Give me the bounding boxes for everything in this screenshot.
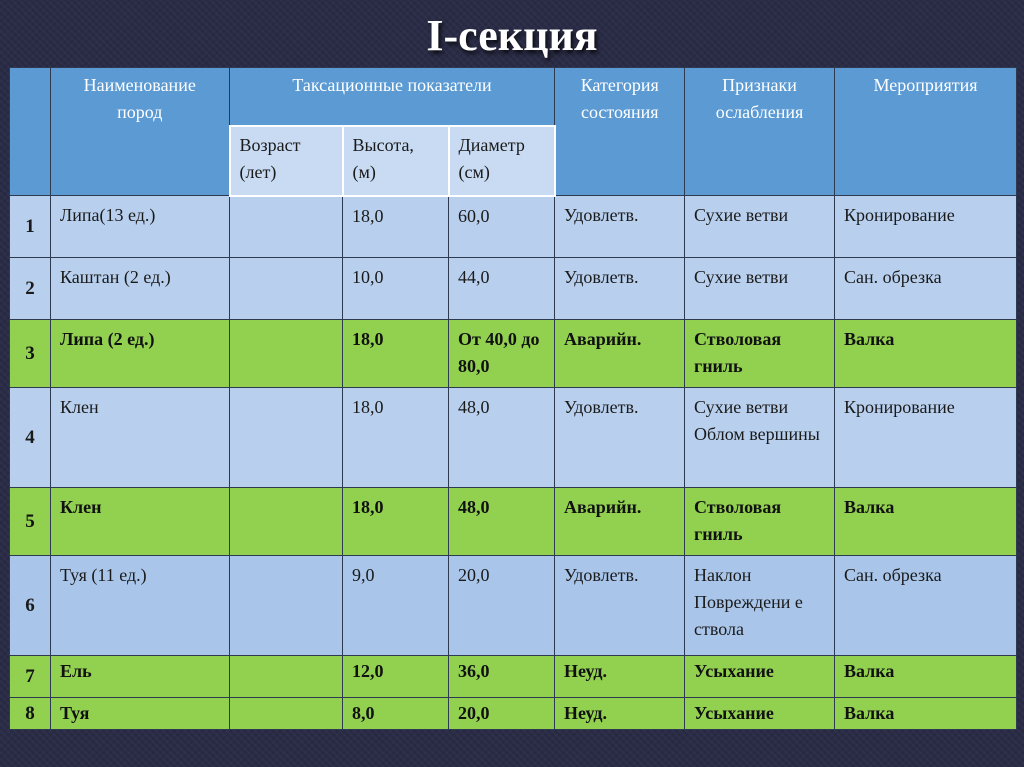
cell-height: 8,0: [343, 698, 449, 730]
cell-height: 10,0: [343, 258, 449, 320]
cell-category: Удовлетв.: [555, 196, 685, 258]
cell-signs: Стволовая гниль: [685, 488, 835, 556]
row-number: 7: [10, 656, 51, 698]
table-row: [10, 656, 1017, 698]
cell-diameter: 60,0: [449, 196, 555, 258]
cell-category: Аварийн.: [555, 488, 685, 556]
cell-height: 18,0: [343, 388, 449, 488]
cell-age: [230, 196, 343, 258]
cell-action: Кронирование: [835, 388, 1017, 488]
cell-age: [230, 656, 343, 698]
header-age: Возраст (лет): [230, 126, 343, 196]
cell-diameter: От 40,0 до 80,0: [449, 320, 555, 388]
table-row: [10, 258, 1017, 320]
inventory-table: [9, 67, 1017, 730]
cell-signs: Сухие ветви: [685, 196, 835, 258]
cell-diameter: 20,0: [449, 698, 555, 730]
cell-category: Неуд.: [555, 698, 685, 730]
cell-species: Каштан (2 ед.): [51, 258, 230, 320]
cell-species: Туя: [51, 698, 230, 730]
cell-species: Клен: [51, 488, 230, 556]
cell-action: Валка: [835, 488, 1017, 556]
cell-category: Удовлетв.: [555, 388, 685, 488]
table-row: [10, 698, 1017, 730]
cell-signs: Сухие ветви: [685, 258, 835, 320]
header-diameter: Диаметр (см): [449, 126, 555, 196]
cell-species: Туя (11 ед.): [51, 556, 230, 656]
header-taxation: Таксационные показатели: [230, 68, 555, 126]
header-species: Наименование пород: [51, 68, 230, 196]
row-number: 4: [10, 388, 51, 488]
row-number: 3: [10, 320, 51, 388]
cell-age: [230, 488, 343, 556]
cell-action: Сан. обрезка: [835, 556, 1017, 656]
cell-height: 18,0: [343, 488, 449, 556]
cell-category: Неуд.: [555, 656, 685, 698]
cell-action: Валка: [835, 656, 1017, 698]
header-actions: Мероприятия: [835, 68, 1017, 196]
header-number: [10, 68, 51, 196]
cell-diameter: 48,0: [449, 488, 555, 556]
cell-height: 9,0: [343, 556, 449, 656]
table-row: [10, 488, 1017, 556]
cell-species: Ель: [51, 656, 230, 698]
cell-signs: Усыхание: [685, 698, 835, 730]
cell-height: 18,0: [343, 320, 449, 388]
cell-age: [230, 556, 343, 656]
cell-action: Валка: [835, 320, 1017, 388]
cell-category: Аварийн.: [555, 320, 685, 388]
cell-signs: Сухие ветви Облом вершины: [685, 388, 835, 488]
table-row: [10, 388, 1017, 488]
row-number: 5: [10, 488, 51, 556]
cell-species: Клен: [51, 388, 230, 488]
cell-diameter: 36,0: [449, 656, 555, 698]
cell-category: Удовлетв.: [555, 258, 685, 320]
cell-action: Кронирование: [835, 196, 1017, 258]
page-title: I-секция: [426, 11, 598, 60]
cell-species: Липа(13 ед.): [51, 196, 230, 258]
header-signs: Признаки ослабления: [685, 68, 835, 196]
cell-diameter: 44,0: [449, 258, 555, 320]
row-number: 2: [10, 258, 51, 320]
cell-action: Валка: [835, 698, 1017, 730]
cell-signs: Стволовая гниль: [685, 320, 835, 388]
header-height: Высота, (м): [343, 126, 449, 196]
cell-age: [230, 388, 343, 488]
cell-diameter: 20,0: [449, 556, 555, 656]
cell-age: [230, 258, 343, 320]
cell-signs: Усыхание: [685, 656, 835, 698]
row-number: 6: [10, 556, 51, 656]
table-row: [10, 556, 1017, 656]
cell-action: Сан. обрезка: [835, 258, 1017, 320]
cell-height: 18,0: [343, 196, 449, 258]
cell-age: [230, 698, 343, 730]
cell-height: 12,0: [343, 656, 449, 698]
cell-category: Удовлетв.: [555, 556, 685, 656]
row-number: 8: [10, 698, 51, 730]
cell-species: Липа (2 ед.): [51, 320, 230, 388]
table-body: [10, 196, 1017, 730]
cell-signs: Наклон Повреждени е ствола: [685, 556, 835, 656]
table-row: [10, 196, 1017, 258]
header-category: Категория состояния: [555, 68, 685, 196]
table-row: [10, 320, 1017, 388]
cell-diameter: 48,0: [449, 388, 555, 488]
row-number: 1: [10, 196, 51, 258]
cell-age: [230, 320, 343, 388]
